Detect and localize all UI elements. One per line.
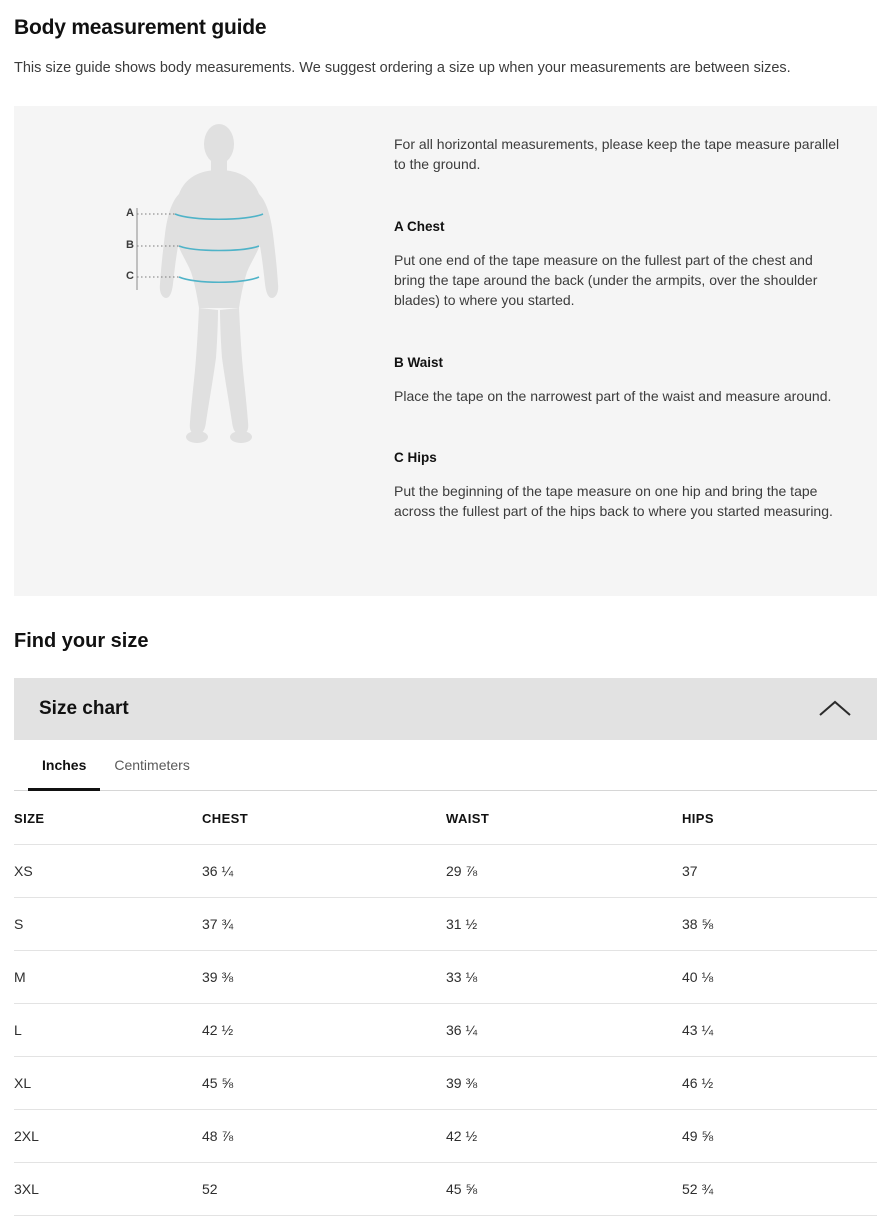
cell-hips: 49 ⅝	[682, 1110, 877, 1163]
cell-hips: 40 ⅛	[682, 951, 877, 1004]
measurement-instructions	[380, 106, 877, 521]
unit-tabs	[14, 740, 877, 791]
table-row	[14, 1163, 877, 1216]
cell-waist: 29 ⅞	[446, 845, 682, 898]
chevron-up-icon[interactable]	[818, 699, 852, 719]
measurement-body-waist: Place the tape on the narrowest part of the waist and measure around.	[394, 387, 832, 404]
cell-chest: 36 ¼	[202, 845, 446, 898]
measurement-body-hips: Put the beginning of the tape measure on one hip and bring the tape across the fullest part of the hips back to where you started measuring.	[394, 482, 833, 520]
page-title: Body measurement guide	[14, 16, 267, 39]
diagram-label-a: A	[126, 207, 135, 220]
measurement-heading-waist: B Waist	[394, 354, 444, 370]
diagram-label-b: B	[126, 239, 135, 252]
cell-hips: 38 ⅝	[682, 898, 877, 951]
table-row	[14, 845, 877, 898]
table-row	[14, 951, 877, 1004]
measurement-panel	[14, 106, 877, 596]
measurement-intro: For all horizontal measurements, please keep the tape measure parallel to the ground.	[394, 136, 840, 173]
cell-chest: 52	[202, 1163, 446, 1216]
cell-waist: 45 ⅝	[446, 1163, 682, 1216]
cell-waist: 31 ½	[446, 898, 682, 951]
size-guide-page	[0, 16, 891, 1216]
page-subtitle: This size guide shows body measurements. We suggest ordering a size up when your measurements are between sizes.	[14, 60, 791, 76]
cell-chest: 37 ¾	[202, 898, 446, 951]
column-header-waist: WAIST	[446, 791, 682, 845]
find-your-size-title: Find your size	[14, 630, 149, 653]
cell-size: L	[14, 1004, 202, 1057]
measurement-diagram	[14, 106, 380, 596]
cell-hips: 37	[682, 845, 877, 898]
size-chart-header[interactable]	[14, 678, 877, 740]
table-row	[14, 1057, 877, 1110]
table-row	[14, 898, 877, 951]
table-header-row	[14, 791, 877, 845]
cell-chest: 42 ½	[202, 1004, 446, 1057]
table-row	[14, 1004, 877, 1057]
cell-size: M	[14, 951, 202, 1004]
measurement-body-chest: Put one end of the tape measure on the fullest part of the chest and bring the tape around the back (under the armpits, over the shoulder blades) to where you started.	[394, 251, 818, 309]
cell-waist: 33 ⅛	[446, 951, 682, 1004]
measurement-heading-chest: A Chest	[394, 218, 445, 234]
cell-chest: 48 ⅞	[202, 1110, 446, 1163]
cell-size: 2XL	[14, 1110, 202, 1163]
size-chart-card	[14, 678, 877, 1216]
cell-waist: 42 ½	[446, 1110, 682, 1163]
cell-hips: 52 ¾	[682, 1163, 877, 1216]
cell-size: XS	[14, 845, 202, 898]
size-chart-title: Size chart	[39, 698, 129, 720]
tab-inches[interactable]: Inches	[28, 740, 100, 791]
tab-centimeters[interactable]: Centimeters	[114, 757, 190, 774]
cell-waist: 36 ¼	[446, 1004, 682, 1057]
column-header-hips: HIPS	[682, 791, 877, 845]
body-figure-icon	[119, 122, 359, 452]
column-header-chest: CHEST	[202, 791, 446, 845]
cell-chest: 45 ⅝	[202, 1057, 446, 1110]
cell-size: 3XL	[14, 1163, 202, 1216]
measurement-heading-hips: C Hips	[394, 449, 437, 465]
cell-chest: 39 ⅜	[202, 951, 446, 1004]
cell-size: XL	[14, 1057, 202, 1110]
cell-waist: 39 ⅜	[446, 1057, 682, 1110]
size-chart-table	[14, 791, 877, 1216]
cell-hips: 43 ¼	[682, 1004, 877, 1057]
column-header-size: SIZE	[14, 791, 202, 845]
diagram-label-c: C	[126, 270, 135, 283]
table-row	[14, 1110, 877, 1163]
cell-hips: 46 ½	[682, 1057, 877, 1110]
cell-size: S	[14, 898, 202, 951]
